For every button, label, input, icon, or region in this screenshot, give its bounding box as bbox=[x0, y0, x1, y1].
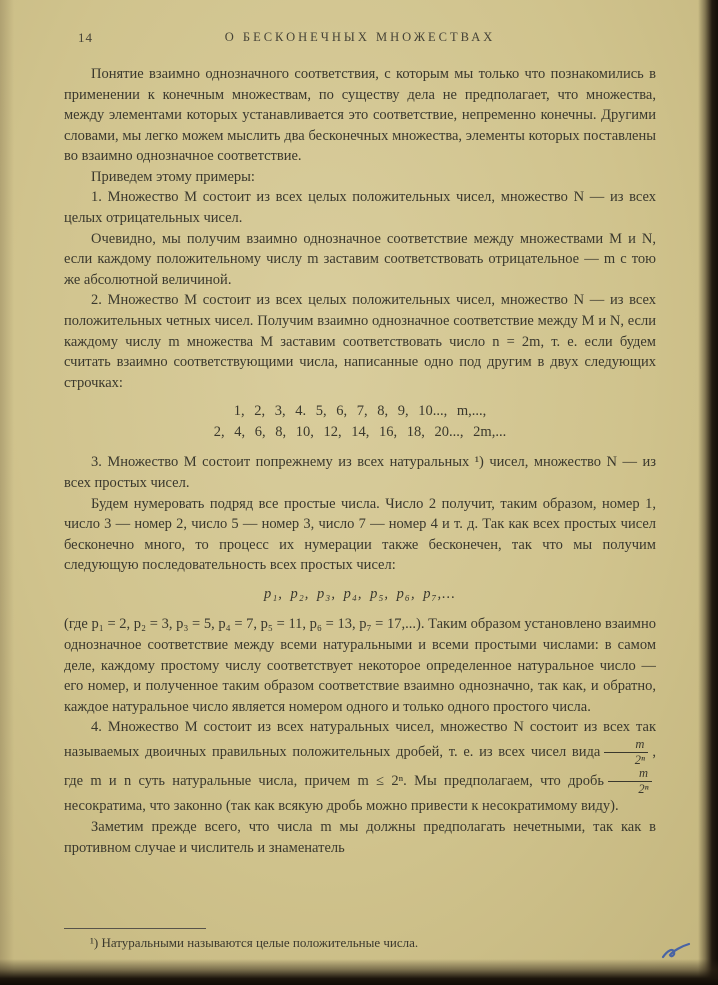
footnote bbox=[64, 928, 656, 951]
running-title: О БЕСКОНЕЧНЫХ МНОЖЕСТВАХ bbox=[224, 30, 496, 44]
footnote-rule bbox=[64, 928, 206, 929]
fraction-numerator: m bbox=[604, 738, 648, 753]
paragraph-final: Заметим прежде всего, что числа m мы должны предполагать нечетными, так как в противном случае и числитель и знаменатель bbox=[64, 819, 656, 856]
paragraph-intro: Понятие взаимно однозначного соответствия, с которым мы только что познакомились в применении к конечным множествам, по существу дела не предполагает, что множества, между элементами которых устанавливается это соответствие, непременно конечны. Другими словами, мы легко можем мыслить два бесконечных множества, элементы которых поставлены во взаимно однозначное соответствие. bbox=[64, 66, 656, 165]
example-4-text-3: несократима, что законно (так как всякую дробь можно привести к несократимому виду). bbox=[64, 798, 619, 815]
paragraph-prime-numbering: Будем нумеровать подряд все простые числа. Число 2 получит, таким образом, номер 1, число 3 — номер 2, число 5 — номер 3, число 7 — номер 4 и т. д. Так как всех простых чисел бесконечно много, то процесс их нумерации также бесконечен, так что мы получим следующую последовательность всех простых чисел: bbox=[64, 495, 656, 574]
example-4-text-2: , где m и n суть натуральные числа, причем m ≤ 2ⁿ. Мы предполагаем, что дробь bbox=[64, 743, 656, 790]
running-header bbox=[64, 30, 656, 45]
fraction-m-over-2n bbox=[608, 767, 652, 796]
paragraph-obvious: Очевидно, мы получим взаимно однозначное соответствие между множествами M и N, если каждому положительному числу m заставим соответствовать отрицательное — m с тою же абсолютной величиной. bbox=[64, 230, 656, 288]
page-body bbox=[64, 64, 656, 907]
paragraph-example-4 bbox=[64, 717, 656, 817]
paragraph-examples-lead: Приведем этому примеры: bbox=[91, 168, 255, 185]
fraction-denominator: 2ⁿ bbox=[634, 753, 645, 768]
fraction-denominator: 2ⁿ bbox=[638, 782, 649, 797]
page-edge-left bbox=[0, 0, 14, 985]
sequence-row-evens: 2, 4, 6, 8, 10, 12, 14, 16, 18, 20..., 2m,... bbox=[213, 423, 507, 440]
footnote-text: ¹) Натуральными называются целые положительные числа. bbox=[90, 935, 419, 950]
page-number: 14 bbox=[78, 30, 93, 45]
primes-sequence-display: p₁, p₂, p₃, p₄, p₅, p₆, p₇,... bbox=[263, 585, 457, 602]
fraction-numerator: m bbox=[608, 767, 652, 782]
sequence-display bbox=[64, 401, 656, 442]
paragraph-example-2: 2. Множество M состоит из всех целых положительных чисел, множество N — из всех положительных четных чисел. Получим взаимно однозначное соответствие между M и N, если каждому числу m множества M заставим соответствовать число n = 2m, т. е. если будем считать взаимно соответствующими числа, написанные одно под другим в двух следующих строчках: bbox=[64, 292, 656, 391]
example-4-text-1: 4. Множество M состоит из всех натуральных чисел, множество N состоит из всех так называемых двоичных правильных положительных дробей, т. е. из всех чисел вида bbox=[64, 719, 656, 760]
paragraph-example-1: 1. Множество M состоит из всех целых положительных чисел, множество N — из всех целых отрицательных чисел. bbox=[64, 189, 656, 227]
sequence-row-naturals: 1, 2, 3, 4. 5, 6, 7, 8, 9, 10..., m,..., bbox=[233, 403, 487, 420]
paragraph-primes-explained: (где p₁ = 2, p₂ = 3, p₃ = 5, p₄ = 7, p₅ = 11, p₆ = 13, p₇ = 17,...). Таким образом установлено взаимно однозначное соответствие между всеми натуральными и всеми простыми числами: в самом деле, каждому простому числу соответствует некоторое определенное натуральное число — его номер, и полученное таким образом соответствие взаимно однозначно, так как, и обратно, каждое натуральное число является номером одного и только одного простого числа. bbox=[64, 616, 656, 715]
fraction-m-over-2n bbox=[604, 738, 648, 767]
paragraph-example-3: 3. Множество M состоит попрежнему из всех натуральных ¹) чисел, множество N — из всех простых чисел. bbox=[64, 454, 656, 491]
pen-mark bbox=[660, 941, 692, 965]
page-edge-right bbox=[698, 0, 718, 985]
page-edge-bottom bbox=[0, 959, 718, 985]
